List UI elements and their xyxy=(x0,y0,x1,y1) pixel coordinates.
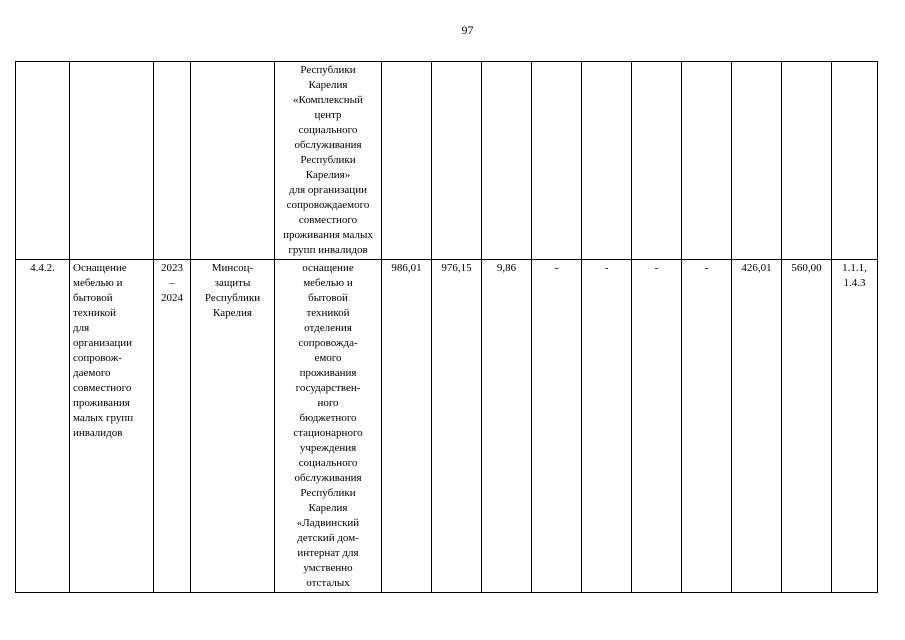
cell-indicators: 1.1.1, 1.4.3 xyxy=(832,260,878,593)
cell-result: Республики Карелия «Комплексный центр социального обслуживания Республики Карелия» для организации сопровождаемого совместного проживания малых групп инвалидов xyxy=(275,62,382,260)
cell-id: 4.4.2. xyxy=(16,260,70,593)
cell-value xyxy=(482,62,532,260)
cell-value: 426,01 xyxy=(732,260,782,593)
cell-value xyxy=(432,62,482,260)
cell-value: 976,15 xyxy=(432,260,482,593)
cell-value xyxy=(532,62,582,260)
table-row xyxy=(16,62,878,260)
page-number: 97 xyxy=(461,23,474,37)
cell-value: 9,86 xyxy=(482,260,532,593)
cell-indicators xyxy=(832,62,878,260)
cell-executor xyxy=(191,62,275,260)
cell-value xyxy=(582,62,632,260)
cell-value xyxy=(382,62,432,260)
cell-name: Оснащение мебелью и бытовой техникой для организации сопровож- даемого совместного проживания малых групп инвалидов xyxy=(70,260,154,593)
table-row xyxy=(16,260,878,593)
cell-value xyxy=(732,62,782,260)
cell-name xyxy=(70,62,154,260)
cell-years xyxy=(154,62,191,260)
cell-value xyxy=(632,62,682,260)
cell-value: - xyxy=(632,260,682,593)
cell-value xyxy=(782,62,832,260)
cell-years: 2023 – 2024 xyxy=(154,260,191,593)
cell-id xyxy=(16,62,70,260)
cell-value: - xyxy=(582,260,632,593)
measures-table xyxy=(15,61,878,593)
cell-value: 986,01 xyxy=(382,260,432,593)
cell-executor: Минсоц- защиты Республики Карелия xyxy=(191,260,275,593)
cell-value: - xyxy=(682,260,732,593)
cell-value: - xyxy=(532,260,582,593)
cell-value: 560,00 xyxy=(782,260,832,593)
cell-value xyxy=(682,62,732,260)
cell-result: оснащение мебелью и бытовой техникой отделения сопровожда- емого проживания государствен- ного бюджетного стационарного учреждения социального обслуживания Республики Карелия «Ладвинский детский дом- интернат для умственно отсталых xyxy=(275,260,382,593)
